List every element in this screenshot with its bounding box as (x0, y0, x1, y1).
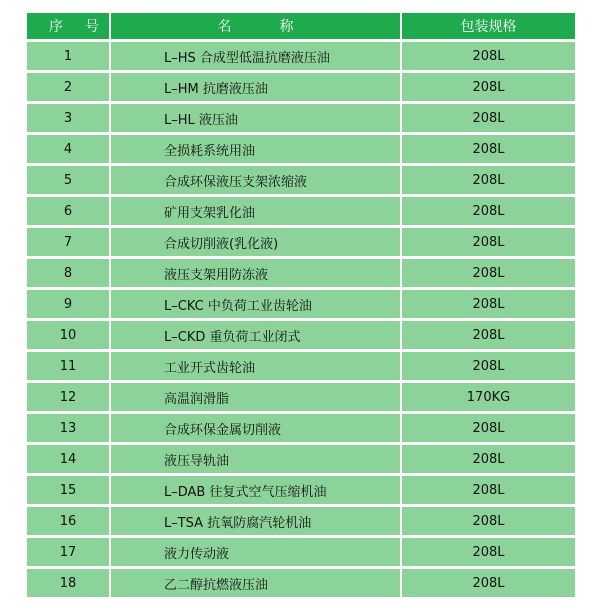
row-package-spec: 208L (402, 259, 575, 290)
table-row (27, 321, 575, 352)
row-index: 6 (27, 197, 111, 228)
row-package-spec: 208L (402, 73, 575, 104)
row-package-spec: 208L (402, 569, 575, 600)
row-product-name: 合成环保液压支架浓缩液 (111, 166, 402, 197)
row-product-name: L–DAB 往复式空气压缩机油 (111, 476, 402, 507)
row-index: 3 (27, 104, 111, 135)
row-product-name: 高温润滑脂 (111, 383, 402, 414)
row-product-name: 液压支架用防冻液 (111, 259, 402, 290)
row-index: 9 (27, 290, 111, 321)
row-product-name: L–HS 合成型低温抗磨液压油 (111, 42, 402, 73)
table-row (27, 228, 575, 259)
row-index: 10 (27, 321, 111, 352)
row-package-spec: 208L (402, 135, 575, 166)
row-product-name: L–TSA 抗氧防腐汽轮机油 (111, 507, 402, 538)
header-index (27, 13, 121, 42)
row-index: 2 (27, 73, 111, 104)
table-header (27, 13, 575, 42)
table-row (27, 73, 575, 104)
table-row (27, 135, 575, 166)
row-product-name: 液压导轨油 (111, 445, 402, 476)
table-row (27, 104, 575, 135)
row-package-spec: 170KG (402, 383, 575, 414)
table-row (27, 166, 575, 197)
row-package-spec: 208L (402, 414, 575, 445)
header-row (27, 13, 575, 42)
row-index: 18 (27, 569, 111, 600)
row-index: 5 (27, 166, 111, 197)
row-package-spec: 208L (402, 42, 575, 73)
table-body (27, 42, 575, 600)
header-spec-label: 包装规格 (460, 19, 517, 35)
table-row (27, 538, 575, 569)
header-index-label: 序号 (49, 19, 121, 35)
row-product-name: 合成环保金属切削液 (111, 414, 402, 445)
row-package-spec: 208L (402, 445, 575, 476)
product-table-container (27, 11, 575, 600)
row-package-spec: 208L (402, 476, 575, 507)
row-index: 15 (27, 476, 111, 507)
header-name-label: 名称 (217, 19, 342, 35)
header-spec (402, 13, 575, 42)
row-product-name: 矿用支架乳化油 (111, 197, 402, 228)
row-product-name: L–CKD 重负荷工业闭式 (111, 321, 402, 352)
table-row (27, 197, 575, 228)
row-index: 4 (27, 135, 111, 166)
table-row (27, 383, 575, 414)
row-index: 16 (27, 507, 111, 538)
table-row (27, 352, 575, 383)
table-row (27, 290, 575, 321)
row-package-spec: 208L (402, 228, 575, 259)
table-row (27, 569, 575, 600)
table-row (27, 476, 575, 507)
row-package-spec: 208L (402, 352, 575, 383)
row-product-name: 液力传动液 (111, 538, 402, 569)
header-name (111, 13, 402, 42)
table-row (27, 445, 575, 476)
row-package-spec: 208L (402, 321, 575, 352)
row-package-spec: 208L (402, 507, 575, 538)
row-product-name: 乙二醇抗燃液压油 (111, 569, 402, 600)
row-index: 1 (27, 42, 111, 73)
row-product-name: L–HM 抗磨液压油 (111, 73, 402, 104)
row-index: 14 (27, 445, 111, 476)
row-index: 13 (27, 414, 111, 445)
row-index: 12 (27, 383, 111, 414)
row-package-spec: 208L (402, 290, 575, 321)
table-row (27, 42, 575, 73)
table-row (27, 507, 575, 538)
row-package-spec: 208L (402, 104, 575, 135)
row-product-name: 合成切削液(乳化液) (111, 228, 402, 259)
row-product-name: 工业开式齿轮油 (111, 352, 402, 383)
row-index: 7 (27, 228, 111, 259)
table-row (27, 259, 575, 290)
row-package-spec: 208L (402, 197, 575, 228)
row-index: 8 (27, 259, 111, 290)
row-product-name: L–HL 液压油 (111, 104, 402, 135)
row-index: 11 (27, 352, 111, 383)
row-package-spec: 208L (402, 538, 575, 569)
row-product-name: 全损耗系统用油 (111, 135, 402, 166)
product-table (27, 11, 575, 600)
row-package-spec: 208L (402, 166, 575, 197)
table-row (27, 414, 575, 445)
row-product-name: L–CKC 中负荷工业齿轮油 (111, 290, 402, 321)
row-index: 17 (27, 538, 111, 569)
